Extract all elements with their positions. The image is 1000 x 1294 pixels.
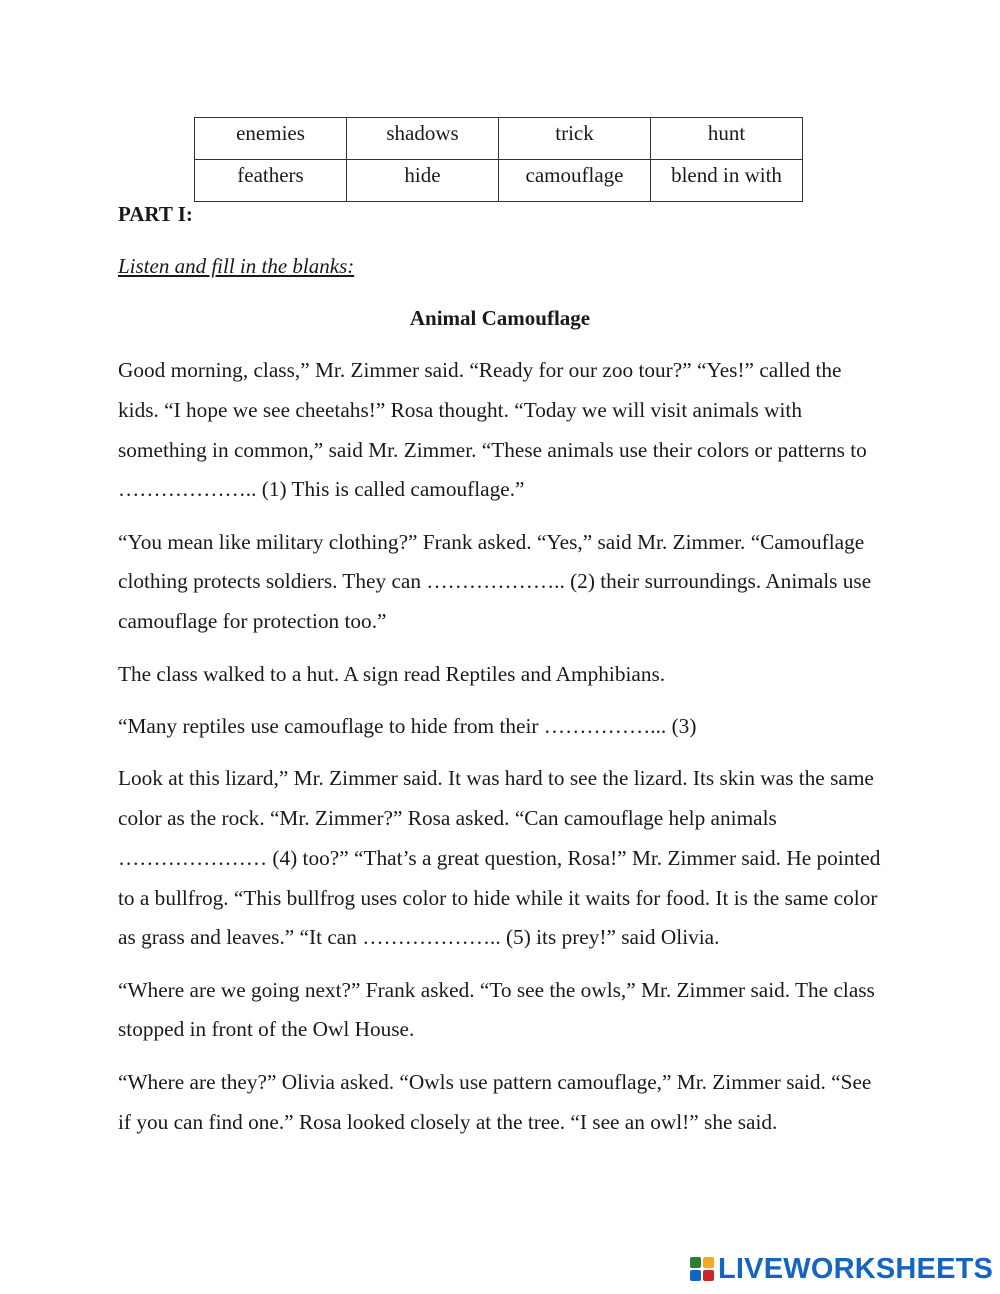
word-bank-row xyxy=(195,118,803,160)
word-bank-table xyxy=(194,117,803,202)
word-bank-cell: feathers xyxy=(195,160,347,202)
story-body xyxy=(118,351,886,1155)
story-paragraph: “Many reptiles use camouflage to hide from their ……………... (3) xyxy=(118,713,697,738)
story-paragraph: Good morning, class,” Mr. Zimmer said. “Ready for our zoo tour?” “Yes!” called the kids. “I hope we see cheetahs!” Rosa thought. “Today we will visit animals with something in common,” said Mr. Zimmer. “These animals use their colors or patterns to ……………….. (1) This is called camouflage.” xyxy=(118,358,867,502)
word-bank-cell: hide xyxy=(347,160,499,202)
logo-square xyxy=(703,1270,714,1281)
logo-square xyxy=(703,1257,714,1268)
instruction: Listen and fill in the blanks: xyxy=(118,254,355,278)
word-bank-cell: shadows xyxy=(347,118,499,160)
logo-text: LIVEWORKSHEETS xyxy=(718,1252,994,1285)
logo-square xyxy=(690,1257,701,1268)
part-heading: PART I: xyxy=(118,202,193,226)
word-bank-cell: enemies xyxy=(195,118,347,160)
story-paragraph: Look at this lizard,” Mr. Zimmer said. It was hard to see the lizard. Its skin was the same color as the rock. “Mr. Zimmer?” Rosa asked. “Can camouflage help animals ………………… (4) too?” “That’s a great question, Rosa!” Mr. Zimmer said. He pointed to a bullfrog. “This bullfrog uses color to hide while it waits for food. It is the same color as grass and leaves.” “It can ……………….. (5) its prey!” said Olivia. xyxy=(118,766,881,950)
story-paragraph: “Where are they?” Olivia asked. “Owls use pattern camouflage,” Mr. Zimmer said. “See if you can find one.” Rosa looked closely at the tree. “I see an owl!” she said. xyxy=(118,1069,872,1134)
word-bank-cell: camouflage xyxy=(499,160,651,202)
logo-mark-icon xyxy=(690,1257,714,1281)
story-paragraph: The class walked to a hut. A sign read Reptiles and Amphibians. xyxy=(118,661,666,686)
word-bank-row xyxy=(195,160,803,202)
word-bank-cell: hunt xyxy=(651,118,803,160)
story-paragraph: “Where are we going next?” Frank asked. “To see the owls,” Mr. Zimmer said. The class stopped in front of the Owl House. xyxy=(118,977,875,1042)
story-paragraph: “You mean like military clothing?” Frank asked. “Yes,” said Mr. Zimmer. “Camouflage clothing protects soldiers. They can ……………….. (2) their surroundings. Animals use camouflage for protection too.” xyxy=(118,529,872,634)
word-bank-cell: trick xyxy=(499,118,651,160)
logo-square xyxy=(690,1270,701,1281)
story-title: Animal Camouflage xyxy=(409,306,591,330)
word-bank-cell: blend in with xyxy=(651,160,803,202)
liveworksheets-logo xyxy=(690,1253,993,1285)
